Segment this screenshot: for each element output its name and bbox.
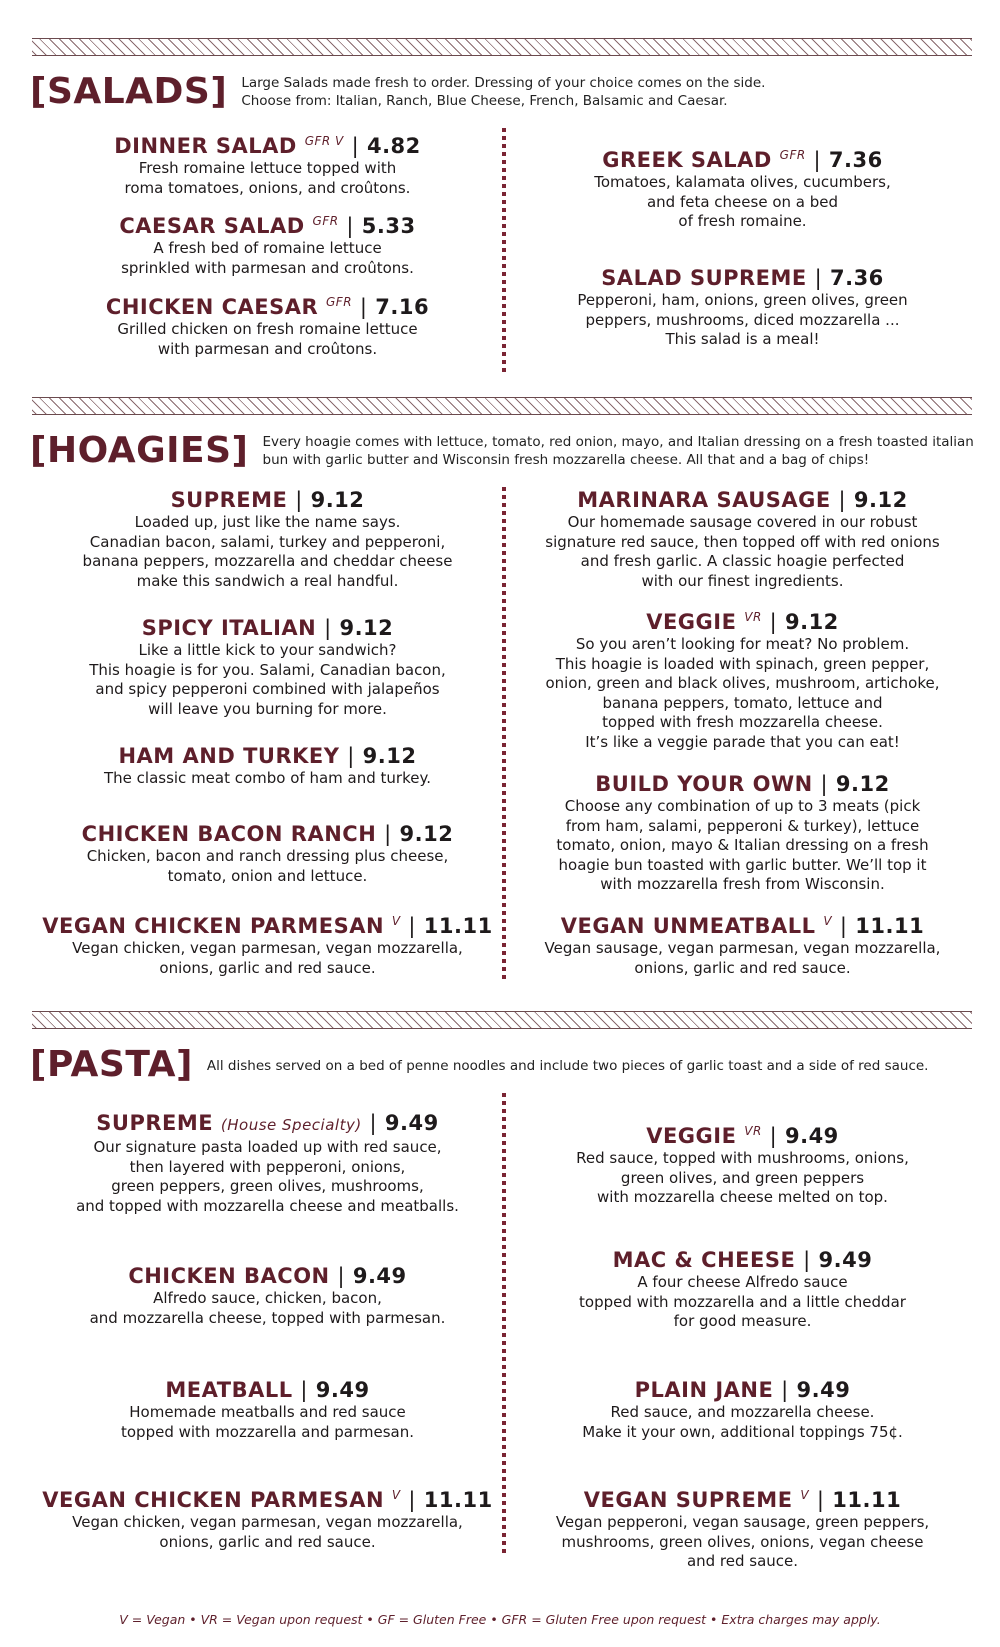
price-separator: | xyxy=(347,744,355,768)
menu-item xyxy=(40,610,495,719)
menu-item xyxy=(515,1118,970,1208)
item-tag: V xyxy=(391,914,401,928)
menu-item xyxy=(40,1110,495,1216)
menu-item xyxy=(515,482,970,591)
menu-item xyxy=(40,208,495,278)
item-name: HAM AND TURKEY xyxy=(118,744,340,768)
legend-footer: V = Vegan • VR = Vegan upon request • GF = Gluten Free • GFR = Gluten Free upon request • Extra charges may apply. xyxy=(119,1612,881,1627)
item-tag: VR xyxy=(744,610,762,624)
menu-item xyxy=(40,908,495,978)
price-separator: | xyxy=(769,610,778,634)
item-description: Pepperoni, ham, onions, green olives, green peppers, mushrooms, diced mozzarella ... This salad is a meal! xyxy=(577,291,908,348)
item-price: 9.12 xyxy=(399,822,454,846)
pasta-header xyxy=(30,1045,928,1085)
item-name: BUILD YOUR OWN xyxy=(595,772,813,796)
pasta-dotted-divider xyxy=(502,1093,506,1553)
menu-item xyxy=(515,1242,970,1332)
price-separator: | xyxy=(839,914,848,938)
item-name: SALAD SUPREME xyxy=(601,266,807,290)
item-price: 9.49 xyxy=(315,1378,370,1402)
price-separator: | xyxy=(769,1124,778,1148)
item-name: CHICKEN CAESAR xyxy=(105,295,319,319)
salads-dotted-divider xyxy=(502,128,506,373)
top-divider xyxy=(32,38,972,56)
item-tag: VR xyxy=(744,1124,762,1138)
item-price: 9.49 xyxy=(384,1111,439,1135)
price-separator: | xyxy=(346,214,354,238)
price-separator: | xyxy=(295,488,303,512)
menu-item xyxy=(515,1482,970,1572)
hoagies-header xyxy=(30,431,974,471)
item-price: 9.12 xyxy=(784,610,839,634)
item-tag: V xyxy=(800,1488,810,1502)
item-price: 7.36 xyxy=(828,148,883,172)
item-tag: V xyxy=(391,1488,401,1502)
item-price: 9.49 xyxy=(818,1248,873,1272)
salads-title: [SALADS] xyxy=(30,71,228,112)
price-separator: | xyxy=(781,1378,789,1402)
hoagies-description: Every hoagie comes with lettuce, tomato, red onion, mayo, and Italian dressing on a fresh toasted italian bun with garlic butter and Wisconsin fresh mozzarella cheese. All that and a bag of chips! xyxy=(262,434,974,468)
menu-item xyxy=(40,289,495,359)
item-price: 9.12 xyxy=(362,744,417,768)
menu-item xyxy=(40,128,495,198)
item-name: VEGAN CHICKEN PARMESAN xyxy=(42,914,385,938)
salads-left-column xyxy=(40,128,495,368)
item-name: GREEK SALAD xyxy=(602,148,772,172)
item-description: Tomatoes, kalamata olives, cucumbers, and feta cheese on a bed of fresh romaine. xyxy=(594,173,891,230)
item-name: SUPREME xyxy=(170,488,288,512)
item-price: 9.12 xyxy=(310,488,365,512)
item-description: Red sauce, topped with mushrooms, onions, green olives, and green peppers with mozzarella cheese melted on top. xyxy=(576,1149,909,1206)
price-separator: | xyxy=(814,266,823,290)
item-description: So you aren’t looking for meat? No problem. This hoagie is loaded with spinach, green pepper, onion, green and black olives, mushroom, artichoke, banana peppers, tomato, lettuce and topped with fresh mozzarella cheese. It’s like a veggie parade that you can eat! xyxy=(545,635,940,751)
salads-header xyxy=(30,72,765,112)
item-description: Homemade meatballs and red sauce topped with mozzarella and parmesan. xyxy=(120,1403,415,1441)
price-separator: | xyxy=(359,295,368,319)
item-name: VEGGIE xyxy=(646,610,737,634)
item-description: Our signature pasta loaded up with red sauce, then layered with pepperoni, onions, green peppers, green olives, mushrooms, and topped with mozzarella cheese and meatballs. xyxy=(76,1138,459,1215)
salads-description: Large Salads made fresh to order. Dressing of your choice comes on the side. Choose from: Italian, Ranch, Blue Cheese, French, Balsamic and Caesar. xyxy=(241,75,766,109)
pasta-right-column xyxy=(515,1118,970,1578)
price-separator: | xyxy=(408,1488,416,1512)
price-separator: | xyxy=(813,148,822,172)
price-separator: | xyxy=(803,1248,811,1272)
price-separator: | xyxy=(384,822,392,846)
item-description: Vegan sausage, vegan parmesan, vegan mozzarella, onions, garlic and red sauce. xyxy=(544,939,941,977)
item-description: Our homemade sausage covered in our robust signature red sauce, then topped off with red onions and fresh garlic. A classic hoagie perfected with our finest ingredients. xyxy=(545,513,940,590)
menu-item xyxy=(40,1258,495,1328)
item-description: Choose any combination of up to 3 meats (pick from ham, salami, pepperoni & turkey), lettuce tomato, onion, mayo & Italian dressing on a fresh hoagie bun toasted with garlic butter. We’ll top it with mozzarella fresh from Wisconsin. xyxy=(556,797,929,893)
pasta-title: [PASTA] xyxy=(30,1044,193,1085)
price-separator: | xyxy=(838,488,847,512)
item-name: SPICY ITALIAN xyxy=(141,616,317,640)
menu-item xyxy=(40,1372,495,1442)
item-name: SUPREME xyxy=(96,1111,214,1135)
item-price: 9.12 xyxy=(853,488,908,512)
pasta-divider xyxy=(32,1011,972,1029)
item-name: VEGGIE xyxy=(646,1124,737,1148)
item-description: Chicken, bacon and ranch dressing plus cheese, tomato, onion and lettuce. xyxy=(86,847,449,885)
item-name: CHICKEN BACON xyxy=(128,1264,330,1288)
price-separator: | xyxy=(324,616,332,640)
item-description: Red sauce, and mozzarella cheese. Make it your own, additional toppings 75¢. xyxy=(582,1403,903,1441)
pasta-left-column xyxy=(40,1110,495,1570)
item-description: A fresh bed of romaine lettuce sprinkled with parmesan and croûtons. xyxy=(121,239,414,277)
item-tag: GFR xyxy=(326,295,353,309)
hoagies-dotted-divider xyxy=(502,487,506,982)
item-name: VEGAN UNMEATBALL xyxy=(560,914,816,938)
hoagies-right-column xyxy=(515,482,970,982)
item-name: PLAIN JANE xyxy=(634,1378,774,1402)
menu-item xyxy=(40,482,495,591)
menu-item xyxy=(515,908,970,978)
item-tag: GFR V xyxy=(304,134,344,148)
price-separator: | xyxy=(369,1111,378,1135)
item-name: MARINARA SAUSAGE xyxy=(577,488,831,512)
item-price: 9.49 xyxy=(796,1378,851,1402)
item-price: 11.11 xyxy=(832,1488,902,1512)
item-description: A four cheese Alfredo sauce topped with mozzarella and a little cheddar for good measure. xyxy=(579,1273,906,1330)
item-description: Like a little kick to your sandwich? This hoagie is for you. Salami, Canadian bacon, and spicy pepperoni combined with jalapeños will leave you burning for more. xyxy=(89,641,446,718)
item-tag: V xyxy=(823,914,833,928)
item-price: 5.33 xyxy=(361,214,416,238)
item-description: Grilled chicken on fresh romaine lettuce with parmesan and croûtons. xyxy=(117,320,418,358)
item-description: Vegan chicken, vegan parmesan, vegan mozzarella, onions, garlic and red sauce. xyxy=(72,939,463,977)
hoagies-left-column xyxy=(40,482,495,982)
item-price: 9.12 xyxy=(835,772,890,796)
item-price: 7.16 xyxy=(375,295,430,319)
menu-item xyxy=(40,738,495,789)
item-name: VEGAN CHICKEN PARMESAN xyxy=(42,1488,385,1512)
price-separator: | xyxy=(816,1488,825,1512)
item-price: 9.12 xyxy=(339,616,394,640)
item-price: 11.11 xyxy=(855,914,925,938)
item-name: VEGAN SUPREME xyxy=(583,1488,793,1512)
item-description: Vegan chicken, vegan parmesan, vegan mozzarella, onions, garlic and red sauce. xyxy=(72,1513,463,1551)
price-separator: | xyxy=(408,914,416,938)
menu-item xyxy=(515,142,970,232)
menu-item xyxy=(515,1372,970,1442)
menu-item xyxy=(40,1482,495,1552)
item-price: 9.49 xyxy=(784,1124,839,1148)
price-separator: | xyxy=(337,1264,346,1288)
hoagies-title: [HOAGIES] xyxy=(30,430,249,471)
item-tag: GFR xyxy=(779,148,806,162)
price-separator: | xyxy=(351,134,360,158)
item-note: (House Specialty) xyxy=(220,1116,362,1134)
salads-right-column xyxy=(515,142,970,382)
item-price: 4.82 xyxy=(366,134,421,158)
item-description: The classic meat combo of ham and turkey. xyxy=(103,769,431,787)
item-description: Vegan pepperoni, vegan sausage, green peppers, mushrooms, green olives, onions, vegan cheese and red sauce. xyxy=(555,1513,930,1570)
menu-item xyxy=(515,604,970,752)
item-name: CAESAR SALAD xyxy=(119,214,305,238)
item-price: 11.11 xyxy=(423,1488,493,1512)
hoagies-divider xyxy=(32,397,972,415)
item-price: 11.11 xyxy=(423,914,493,938)
price-separator: | xyxy=(820,772,829,796)
item-description: Alfredo sauce, chicken, bacon, and mozzarella cheese, topped with parmesan. xyxy=(89,1289,446,1327)
menu-item xyxy=(515,260,970,350)
item-name: CHICKEN BACON RANCH xyxy=(81,822,377,846)
pasta-description: All dishes served on a bed of penne noodles and include two pieces of garlic toast and a side of red sauce. xyxy=(206,1058,929,1074)
menu-item xyxy=(515,766,970,895)
item-description: Fresh romaine lettuce topped with roma tomatoes, onions, and croûtons. xyxy=(124,159,411,197)
item-price: 9.49 xyxy=(352,1264,407,1288)
item-description: Loaded up, just like the name says. Canadian bacon, salami, turkey and pepperoni, banana peppers, mozzarella and cheddar cheese make this sandwich a real handful. xyxy=(82,513,453,590)
item-tag: GFR xyxy=(312,214,339,228)
item-name: DINNER SALAD xyxy=(114,134,297,158)
price-separator: | xyxy=(300,1378,308,1402)
item-name: MAC & CHEESE xyxy=(612,1248,796,1272)
item-price: 7.36 xyxy=(829,266,884,290)
item-name: MEATBALL xyxy=(165,1378,293,1402)
menu-item xyxy=(40,816,495,886)
